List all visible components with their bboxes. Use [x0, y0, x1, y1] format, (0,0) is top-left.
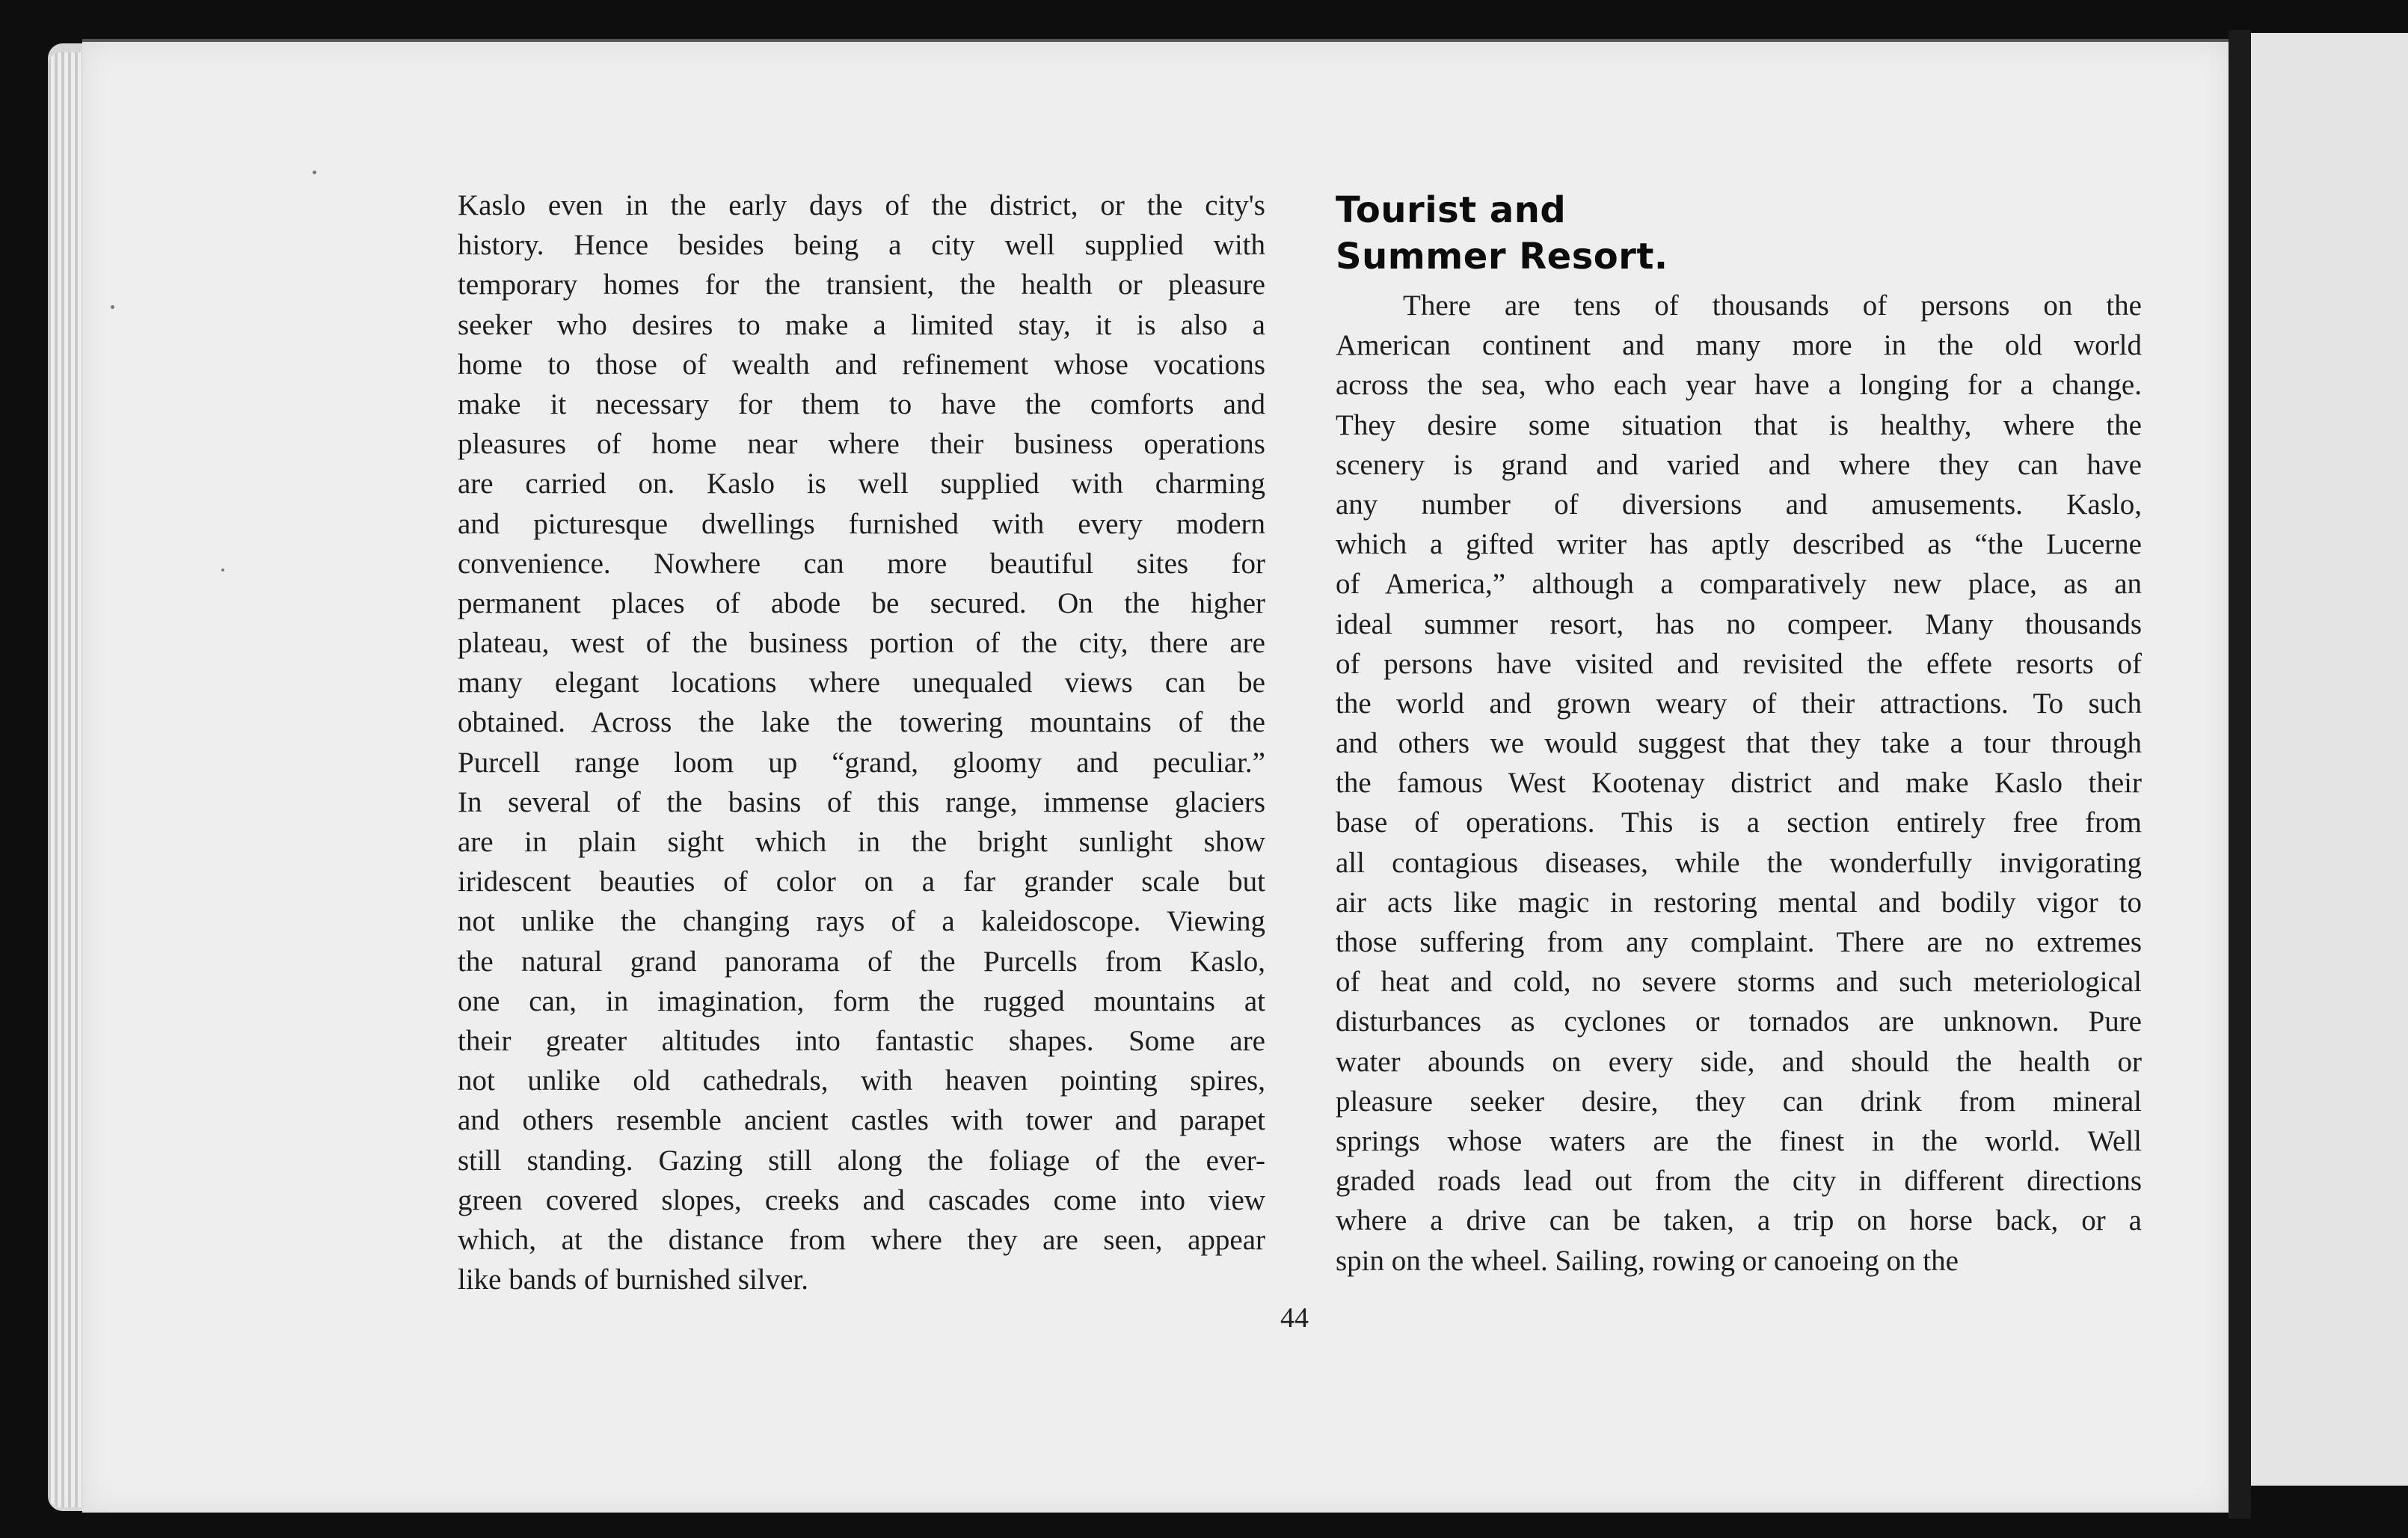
page-number: 44	[1280, 1302, 1309, 1334]
text-line: all contagious diseases, while the wonderfully invigorating	[1336, 846, 2142, 879]
text-line: seeker who desires to make a limited stay, it is also a	[458, 308, 1265, 341]
text-line: many elegant locations where unequaled views can be	[458, 667, 1265, 699]
text-line: disturbances as cyclones or tornados are unknown. Pure	[1336, 1005, 2142, 1038]
text-line: Kaslo even in the early days of the district, or the city's	[458, 189, 1265, 221]
text-line: the natural grand panorama of the Purcells from Kaslo,	[458, 945, 1265, 978]
text-line: the famous West Kootenay district and make Kaslo their	[1336, 767, 2142, 800]
text-line: pleasures of home near where their business operations	[458, 428, 1265, 461]
text-line: graded roads lead out from the city in different directions	[1336, 1165, 2142, 1198]
text-line: green covered slopes, creeks and cascades come into view	[458, 1183, 1265, 1216]
heading-line-2: Summer Resort.	[1336, 236, 1668, 278]
text-line: make it necessary for them to have the comforts and	[458, 387, 1265, 420]
text-line: air acts like magic in restoring mental and bodily vigor to	[1336, 886, 2142, 919]
right-column	[1336, 187, 2142, 1281]
text-line: permanent places of abode be secured. On the higher	[458, 586, 1265, 619]
text-line: which a gifted writer has aptly described as “the Lucerne	[1336, 528, 2142, 561]
text-line: American continent and many more in the old world	[1336, 329, 2142, 362]
text-line: and others we would suggest that they take a tour through	[1336, 727, 2142, 760]
text-line: of heat and cold, no severe storms and such meteriological	[1336, 966, 2142, 999]
next-page-edge	[2251, 33, 2408, 1486]
text-line: scenery is grand and varied and where they can have	[1336, 448, 2142, 481]
heading-line-1: Tourist and	[1336, 189, 1567, 231]
text-line: temporary homes for the transient, the health or pleasure	[458, 269, 1265, 301]
paper-speck	[221, 569, 224, 572]
text-line: iridescent beauties of color on a far grander scale but	[458, 865, 1265, 898]
text-line: springs whose waters are the finest in the world. Well	[1336, 1124, 2142, 1157]
text-line: those suffering from any complaint. There are no extremes	[1336, 926, 2142, 958]
text-line: pleasure seeker desire, they can drink from mineral	[1336, 1085, 2142, 1118]
text-line: still standing. Gazing still along the foliage of the ever-	[458, 1144, 1265, 1177]
text-line: In several of the basins of this range, immense glaciers	[458, 785, 1265, 818]
text-line: Purcell range loom up “grand, gloomy and peculiar.”	[458, 746, 1265, 779]
text-line: which, at the distance from where they are seen, appear	[458, 1223, 1265, 1256]
book-gutter	[2229, 30, 2251, 1519]
left-column	[458, 186, 1265, 1299]
text-line: plateau, west of the business portion of the city, there are	[458, 627, 1265, 660]
text-line: There are tens of thousands of persons on the	[1403, 289, 2142, 322]
text-line: obtained. Across the lake the towering mountains of the	[458, 706, 1265, 739]
text-line: history. Hence besides being a city well supplied with	[458, 229, 1265, 262]
text-line: and picturesque dwellings furnished with every modern	[458, 507, 1265, 540]
text-line: not unlike the changing rays of a kaleidoscope. Viewing	[458, 905, 1265, 938]
text-line: convenience. Nowhere can more beautiful sites for	[458, 547, 1265, 580]
text-line: They desire some situation that is healthy, where the	[1336, 408, 2142, 441]
text-line: and others resemble ancient castles with tower and parapet	[458, 1104, 1265, 1137]
text-line: across the sea, who each year have a longing for a change.	[1336, 369, 2142, 402]
paper-speck	[313, 171, 316, 174]
text-line: of America,” although a comparatively new place, as an	[1336, 568, 2142, 601]
text-line: spin on the wheel. Sailing, rowing or canoeing on the	[1336, 1244, 1959, 1277]
text-line: any number of diversions and amusements. Kaslo,	[1336, 488, 2142, 521]
section-heading	[1336, 187, 2142, 280]
text-line: the world and grown weary of their attractions. To such	[1336, 687, 2142, 720]
text-line: of persons have visited and revisited the effete resorts of	[1336, 647, 2142, 680]
text-line: are in plain sight which in the bright sunlight show	[458, 826, 1265, 858]
text-line: home to those of wealth and refinement whose vocations	[458, 348, 1265, 381]
text-line: their greater altitudes into fantastic shapes. Some are	[458, 1024, 1265, 1057]
text-line: not unlike old cathedrals, with heaven pointing spires,	[458, 1064, 1265, 1097]
text-line: water abounds on every side, and should the health or	[1336, 1045, 2142, 1078]
text-line: base of operations. This is a section entirely free from	[1336, 806, 2142, 839]
text-line: are carried on. Kaslo is well supplied with charming	[458, 468, 1265, 500]
text-line: ideal summer resort, has no compeer. Many thousands	[1336, 607, 2142, 640]
text-line: like bands of burnished silver.	[458, 1263, 809, 1296]
text-line: one can, in imagination, form the rugged mountains at	[458, 984, 1265, 1017]
text-line: where a drive can be taken, a trip on horse back, or a	[1336, 1204, 2142, 1237]
paper-speck	[111, 305, 114, 309]
